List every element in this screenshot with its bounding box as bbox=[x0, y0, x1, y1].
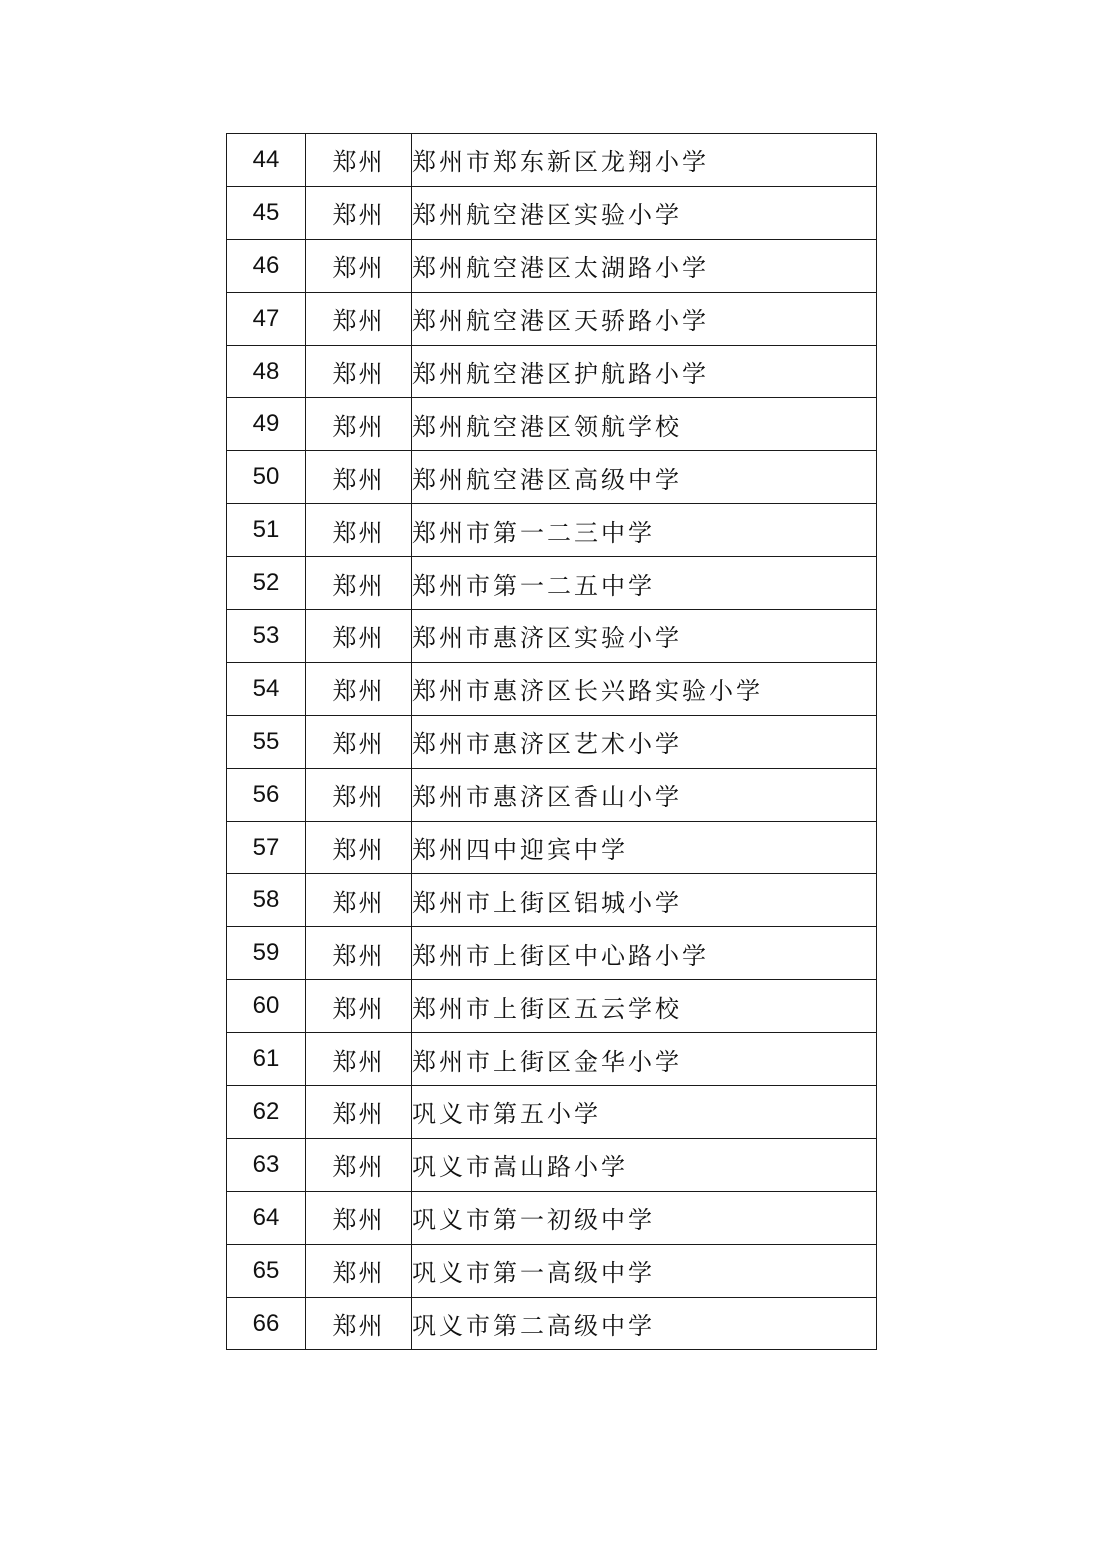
school-name-cell: 郑州航空港区实验小学 bbox=[412, 186, 877, 239]
school-name-cell: 巩义市嵩山路小学 bbox=[412, 1138, 877, 1191]
city-cell: 郑州 bbox=[306, 292, 412, 345]
city-cell: 郑州 bbox=[306, 610, 412, 663]
row-number-cell: 66 bbox=[227, 1297, 306, 1350]
city-cell: 郑州 bbox=[306, 1297, 412, 1350]
school-name-cell: 郑州航空港区高级中学 bbox=[412, 451, 877, 504]
table-row bbox=[227, 134, 877, 187]
table-row bbox=[227, 662, 877, 715]
school-list-table bbox=[226, 133, 877, 1350]
table-row bbox=[227, 1297, 877, 1350]
school-name-cell: 郑州航空港区太湖路小学 bbox=[412, 239, 877, 292]
school-name-cell: 郑州市上街区金华小学 bbox=[412, 1033, 877, 1086]
city-cell: 郑州 bbox=[306, 715, 412, 768]
row-number-cell: 44 bbox=[227, 134, 306, 187]
school-name-cell: 郑州航空港区护航路小学 bbox=[412, 345, 877, 398]
city-cell: 郑州 bbox=[306, 662, 412, 715]
city-cell: 郑州 bbox=[306, 980, 412, 1033]
school-name-cell: 郑州市惠济区实验小学 bbox=[412, 610, 877, 663]
table-row bbox=[227, 1033, 877, 1086]
table-row bbox=[227, 1191, 877, 1244]
city-cell: 郑州 bbox=[306, 1244, 412, 1297]
table-row bbox=[227, 398, 877, 451]
row-number-cell: 60 bbox=[227, 980, 306, 1033]
school-name-cell: 郑州市惠济区香山小学 bbox=[412, 768, 877, 821]
row-number-cell: 48 bbox=[227, 345, 306, 398]
school-name-cell: 巩义市第一初级中学 bbox=[412, 1191, 877, 1244]
city-cell: 郑州 bbox=[306, 768, 412, 821]
school-name-cell: 巩义市第一高级中学 bbox=[412, 1244, 877, 1297]
school-name-cell: 巩义市第五小学 bbox=[412, 1086, 877, 1139]
school-name-cell: 郑州市郑东新区龙翔小学 bbox=[412, 134, 877, 187]
table-row bbox=[227, 980, 877, 1033]
city-cell: 郑州 bbox=[306, 345, 412, 398]
city-cell: 郑州 bbox=[306, 557, 412, 610]
table-row bbox=[227, 927, 877, 980]
school-name-cell: 郑州市惠济区长兴路实验小学 bbox=[412, 662, 877, 715]
row-number-cell: 55 bbox=[227, 715, 306, 768]
school-name-cell: 郑州航空港区天骄路小学 bbox=[412, 292, 877, 345]
city-cell: 郑州 bbox=[306, 1086, 412, 1139]
city-cell: 郑州 bbox=[306, 927, 412, 980]
school-name-cell: 郑州市惠济区艺术小学 bbox=[412, 715, 877, 768]
city-cell: 郑州 bbox=[306, 821, 412, 874]
row-number-cell: 49 bbox=[227, 398, 306, 451]
row-number-cell: 46 bbox=[227, 239, 306, 292]
city-cell: 郑州 bbox=[306, 1138, 412, 1191]
school-name-cell: 郑州市上街区中心路小学 bbox=[412, 927, 877, 980]
city-cell: 郑州 bbox=[306, 239, 412, 292]
table-row bbox=[227, 186, 877, 239]
table-row bbox=[227, 451, 877, 504]
school-name-cell: 巩义市第二高级中学 bbox=[412, 1297, 877, 1350]
table-row bbox=[227, 1138, 877, 1191]
table-row bbox=[227, 1086, 877, 1139]
city-cell: 郑州 bbox=[306, 398, 412, 451]
table-row bbox=[227, 1244, 877, 1297]
city-cell: 郑州 bbox=[306, 1191, 412, 1244]
table-row bbox=[227, 874, 877, 927]
row-number-cell: 56 bbox=[227, 768, 306, 821]
table-row bbox=[227, 715, 877, 768]
table-row bbox=[227, 768, 877, 821]
school-name-cell: 郑州市上街区铝城小学 bbox=[412, 874, 877, 927]
city-cell: 郑州 bbox=[306, 874, 412, 927]
row-number-cell: 59 bbox=[227, 927, 306, 980]
row-number-cell: 54 bbox=[227, 662, 306, 715]
row-number-cell: 45 bbox=[227, 186, 306, 239]
row-number-cell: 64 bbox=[227, 1191, 306, 1244]
table-row bbox=[227, 610, 877, 663]
row-number-cell: 50 bbox=[227, 451, 306, 504]
table-row bbox=[227, 821, 877, 874]
school-name-cell: 郑州四中迎宾中学 bbox=[412, 821, 877, 874]
city-cell: 郑州 bbox=[306, 1033, 412, 1086]
row-number-cell: 51 bbox=[227, 504, 306, 557]
row-number-cell: 52 bbox=[227, 557, 306, 610]
row-number-cell: 62 bbox=[227, 1086, 306, 1139]
school-name-cell: 郑州市第一二三中学 bbox=[412, 504, 877, 557]
row-number-cell: 47 bbox=[227, 292, 306, 345]
school-name-cell: 郑州市第一二五中学 bbox=[412, 557, 877, 610]
school-name-cell: 郑州航空港区领航学校 bbox=[412, 398, 877, 451]
row-number-cell: 63 bbox=[227, 1138, 306, 1191]
table-body bbox=[227, 134, 877, 1350]
city-cell: 郑州 bbox=[306, 134, 412, 187]
row-number-cell: 58 bbox=[227, 874, 306, 927]
city-cell: 郑州 bbox=[306, 504, 412, 557]
table-row bbox=[227, 345, 877, 398]
table-row bbox=[227, 557, 877, 610]
table-row bbox=[227, 292, 877, 345]
row-number-cell: 65 bbox=[227, 1244, 306, 1297]
row-number-cell: 53 bbox=[227, 610, 306, 663]
table-row bbox=[227, 239, 877, 292]
city-cell: 郑州 bbox=[306, 451, 412, 504]
school-name-cell: 郑州市上街区五云学校 bbox=[412, 980, 877, 1033]
row-number-cell: 61 bbox=[227, 1033, 306, 1086]
table-row bbox=[227, 504, 877, 557]
city-cell: 郑州 bbox=[306, 186, 412, 239]
row-number-cell: 57 bbox=[227, 821, 306, 874]
